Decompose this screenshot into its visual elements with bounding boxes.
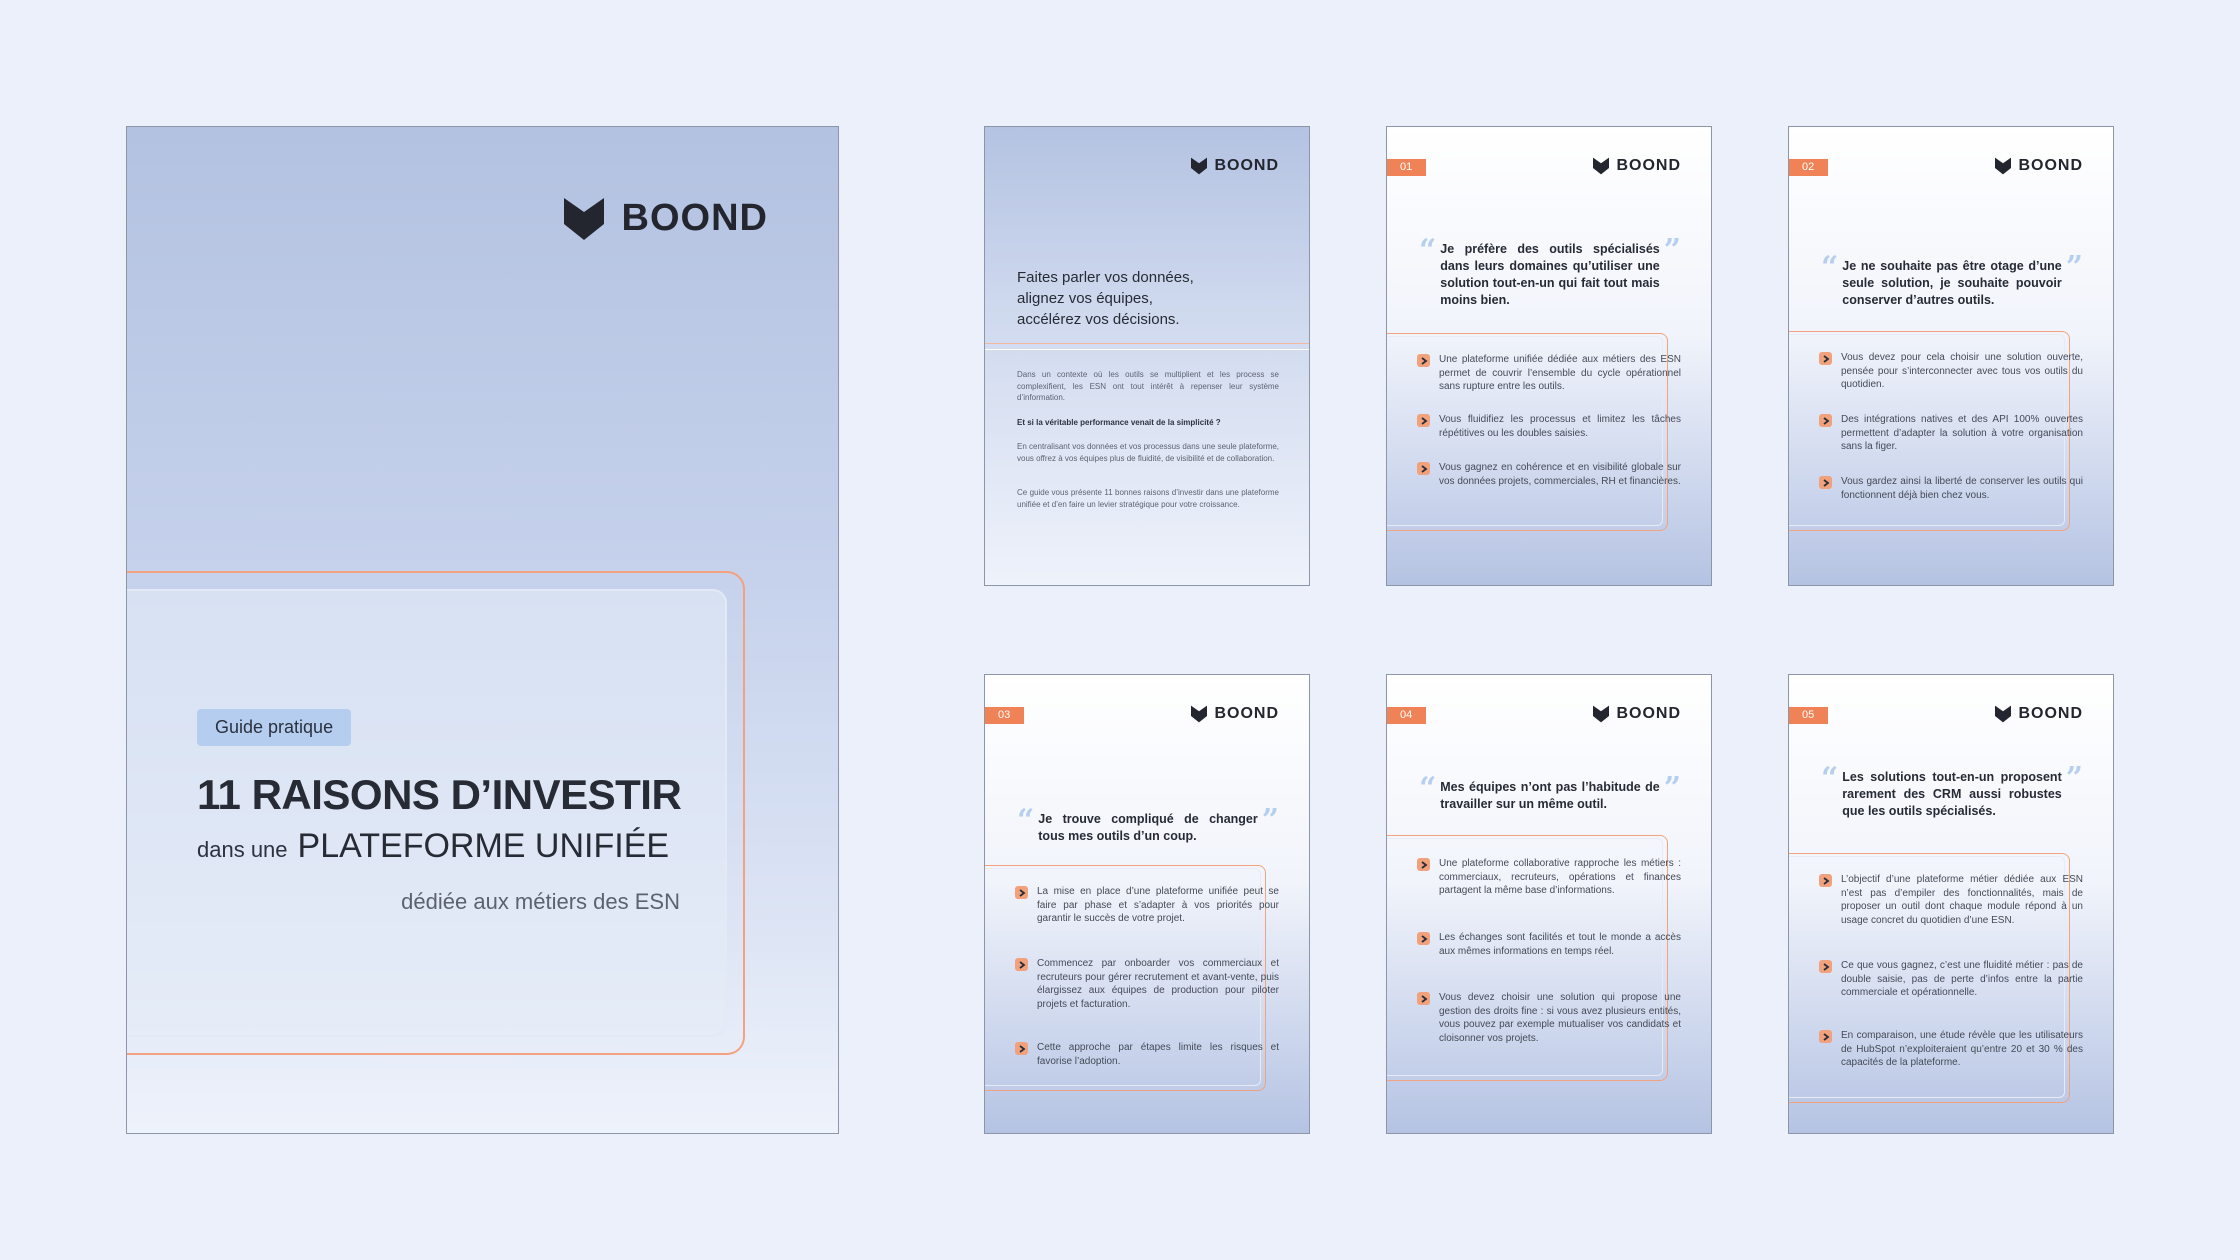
brand-name: BOOND <box>1616 157 1681 174</box>
quote-block <box>1419 771 1681 813</box>
chevron-right-icon <box>1819 874 1832 887</box>
bullet-text: Commencez par onboarder vos commerciaux et recruteurs pour gérer recrutement et avant-vente, puis élargissez aux équipes de production pour piloter projets et facturation. <box>1037 958 1279 1010</box>
intro-page <box>984 126 1310 586</box>
reason-page-03 <box>984 674 1310 1134</box>
boond-logo-icon <box>1593 157 1609 175</box>
boond-logo-icon <box>1191 705 1207 723</box>
bullet-text: Une plateforme collaborative rapproche les métiers : commerciaux, recruteurs, opérations et finances partagent la même base d’informations. <box>1439 858 1681 896</box>
quote-text: Je ne souhaite pas être otage d’une seule solution, je souhaite pouvoir conserver d’autres outils. <box>1842 259 2062 307</box>
open-quote-icon: “ <box>1419 233 1437 268</box>
open-quote-icon: “ <box>1017 803 1035 838</box>
guide-badge: Guide pratique <box>197 709 351 746</box>
intro-paragraph: En centralisant vos données et vos processus dans une seule plateforme, vous offrez à vos équipes plus de fluidité, de visibilité et de collaboration. <box>1017 442 1279 463</box>
boond-logo-icon <box>1995 157 2011 175</box>
cover-subtitle <box>197 827 669 866</box>
chevron-right-icon <box>1819 960 1832 973</box>
bullet-text: Vous gardez ainsi la liberté de conserver les outils qui fonctionnent déjà bien chez vous. <box>1841 476 2083 501</box>
intro-question: Et si la véritable performance venait de la simplicité ? <box>1017 418 1221 427</box>
intro-headline-line: accélérez vos décisions. <box>1017 311 1180 328</box>
bullet-text: Une plateforme unifiée dédiée aux métiers des ESN permet de couvrir l’ensemble du cycle opérationnel sans rupture entre les outils. <box>1439 354 1681 392</box>
chevron-right-icon <box>1819 414 1832 427</box>
reason-page-04 <box>1386 674 1712 1134</box>
close-quote-icon: ” <box>2065 761 2083 796</box>
quote-text: Je trouve compliqué de changer tous mes outils d’un coup. <box>1038 812 1258 843</box>
brand-logo <box>1191 157 1279 175</box>
bullet-item <box>1417 991 1681 1045</box>
reason-page-02 <box>1788 126 2114 586</box>
bullet-item <box>1015 885 1279 926</box>
brand-name: BOOND <box>1616 705 1681 722</box>
bullet-item <box>1417 353 1681 394</box>
bullet-item <box>1819 873 2083 927</box>
quote-block <box>1821 761 2083 820</box>
bullet-item <box>1417 461 1681 488</box>
page-number-badge: 04 <box>1386 707 1426 724</box>
page-number-badge: 03 <box>984 707 1024 724</box>
close-quote-icon: ” <box>1663 233 1681 268</box>
intro-headline-line: Faites parler vos données, <box>1017 269 1194 286</box>
chevron-right-icon <box>1417 858 1430 871</box>
brand-name: BOOND <box>621 197 768 239</box>
intro-paragraph: Ce guide vous présente 11 bonnes raisons d’investir dans une plateforme unifiée et d’en faire un levier stratégique pour votre croissance. <box>1017 488 1279 509</box>
cover-subtitle-main <box>298 827 670 866</box>
quote-block <box>1419 233 1681 309</box>
bullet-text: Des intégrations natives et des API 100% ouvertes permettent d’adapter la solution à votre organisation sans la figer. <box>1841 414 2083 452</box>
cover-tagline: dédiée aux métiers des ESN <box>401 889 680 914</box>
bullet-item <box>1819 351 2083 392</box>
bullet-item <box>1819 413 2083 454</box>
intro-headline <box>1017 267 1257 330</box>
brand-name: BOOND <box>1214 157 1279 174</box>
brand-name: BOOND <box>2018 705 2083 722</box>
chevron-right-icon <box>1015 958 1028 971</box>
brand-logo <box>1995 705 2083 723</box>
chevron-right-icon <box>1417 932 1430 945</box>
boond-logo-icon <box>1191 157 1207 175</box>
chevron-right-icon <box>1819 1030 1832 1043</box>
quote-block <box>1821 250 2083 309</box>
chevron-right-icon <box>1417 354 1430 367</box>
cover-title: 11 RAISONS D’INVESTIR <box>197 771 682 818</box>
chevron-right-icon <box>1819 476 1832 489</box>
boond-logo-icon <box>1593 705 1609 723</box>
brand-name: BOOND <box>2018 157 2083 174</box>
boond-logo-icon <box>1995 705 2011 723</box>
chevron-right-icon <box>1417 414 1430 427</box>
page-number-badge: 02 <box>1788 159 1828 176</box>
quote-block <box>1017 803 1279 845</box>
chevron-right-icon <box>1417 992 1430 1005</box>
reason-page-01 <box>1386 126 1712 586</box>
intro-paragraph: Dans un contexte où les outils se multiplient et les process se complexifient, les ESN ont tout intérêt à repenser leur système d’information. <box>1017 370 1279 402</box>
cover-subtitle-prefix: dans une <box>197 837 288 862</box>
open-quote-icon: “ <box>1419 771 1437 806</box>
chevron-right-icon <box>1015 1042 1028 1055</box>
reason-page-05 <box>1788 674 2114 1134</box>
cover-subtitle-main-text: PLATEFORME UNIFIÉE <box>297 827 670 865</box>
bullet-item <box>1015 1041 1279 1068</box>
bullet-text: Vous fluidifiez les processus et limitez les tâches répétitives ou les doubles saisies. <box>1439 414 1681 439</box>
bullet-text: Cette approche par étapes limite les risques et favorise l’adoption. <box>1037 1042 1279 1067</box>
bullet-item <box>1819 1029 2083 1070</box>
brand-logo <box>1995 157 2083 175</box>
brand-logo <box>564 197 768 240</box>
bullet-text: Vous devez pour cela choisir une solution ouverte, pensée pour s’interconnecter avec tous vos outils du quotidien. <box>1841 352 2083 390</box>
bullet-text: Vous devez choisir une solution qui propose une gestion des droits fine : si vous avez plusieurs entités, vous pouvez par exemple mutualiser vos candidats et cloisonner vos projets. <box>1439 992 1681 1044</box>
close-quote-icon: ” <box>1261 803 1279 838</box>
chevron-right-icon <box>1015 886 1028 899</box>
chevron-right-icon <box>1417 462 1430 475</box>
bullet-text: En comparaison, une étude révèle que les utilisateurs de HubSpot n’exploiteraient qu’entre 20 et 30 % des capacités de la plateforme. <box>1841 1030 2083 1068</box>
open-quote-icon: “ <box>1821 761 1839 796</box>
divider <box>985 349 1309 350</box>
quote-text: Les solutions tout-en-un proposent rarement des CRM aussi robustes que les outils spécialisés. <box>1842 770 2062 818</box>
quote-text: Mes équipes n’ont pas l’habitude de travailler sur un même outil. <box>1440 780 1660 811</box>
open-quote-icon: “ <box>1821 250 1839 285</box>
brand-name: BOOND <box>1214 705 1279 722</box>
brand-logo <box>1593 705 1681 723</box>
intro-headline-line: alignez vos équipes, <box>1017 290 1153 307</box>
bullet-text: La mise en place d’une plateforme unifiée peut se faire par phase et s’adapter à vos priorités pour garantir le succès de votre projet. <box>1037 886 1279 924</box>
bullet-item <box>1819 959 2083 1000</box>
boond-logo-icon <box>564 198 604 240</box>
page-number-badge: 01 <box>1386 159 1426 176</box>
cover-page <box>126 126 839 1134</box>
close-quote-icon: ” <box>1663 771 1681 806</box>
bullet-text: Les échanges sont facilités et tout le monde a accès aux mêmes informations en temps réel. <box>1439 932 1681 957</box>
divider <box>985 343 1309 344</box>
brand-logo <box>1593 157 1681 175</box>
close-quote-icon: ” <box>2065 250 2083 285</box>
bullet-item <box>1015 957 1279 1011</box>
bullet-text: Vous gagnez en cohérence et en visibilité globale sur vos données projets, commerciales, RH et financières. <box>1439 462 1681 487</box>
bullet-text: L’objectif d’une plateforme métier dédiée aux ESN n’est pas d’empiler des fonctionnalités, mais de proposer un outil dont chaque module répond à un usage concret du quotidien d’une ESN. <box>1841 874 2083 926</box>
bullet-text: Ce que vous gagnez, c’est une fluidité métier : pas de double saisie, pas de perte d’infos entre la partie commerciale et opérationnelle. <box>1841 960 2083 998</box>
bullet-item <box>1417 931 1681 958</box>
bullet-item <box>1417 413 1681 440</box>
bullet-item <box>1819 475 2083 502</box>
chevron-right-icon <box>1819 352 1832 365</box>
bullet-item <box>1417 857 1681 898</box>
page-number-badge: 05 <box>1788 707 1828 724</box>
brand-logo <box>1191 705 1279 723</box>
quote-text: Je préfère des outils spécialisés dans leurs domaines qu’utiliser une solution tout-en-un qui fait tout mais moins bien. <box>1440 242 1660 307</box>
